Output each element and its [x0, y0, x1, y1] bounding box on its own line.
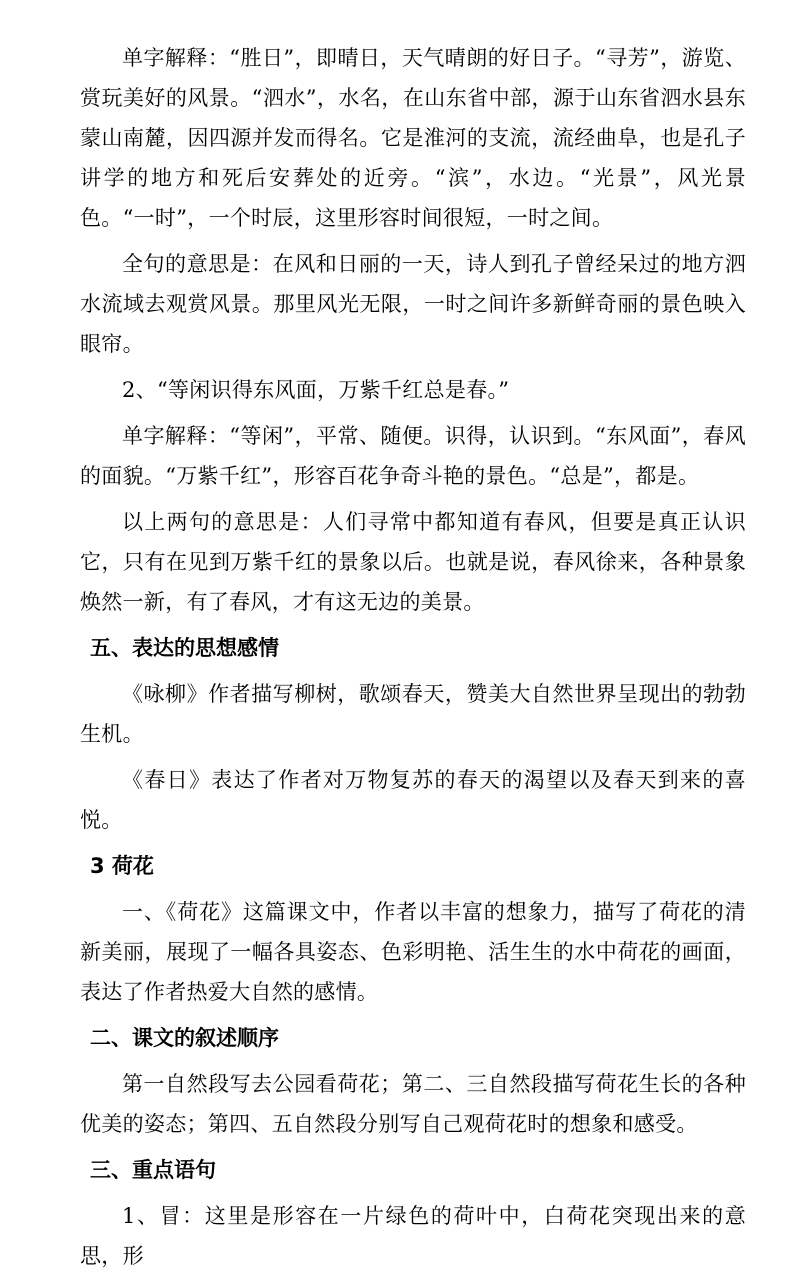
body-paragraph: 第一自然段写去公园看荷花；第二、三自然段描写荷花生长的各种优美的姿态；第四、五自然段分别写自己观荷花时的想象和感受。 — [80, 1072, 746, 1136]
section-heading: 三、重点语句 — [90, 1158, 216, 1182]
lesson-title: 3 荷花 — [90, 854, 154, 878]
body-paragraph: 以上两句的意思是：人们寻常中都知道有春风，但要是真正认识它，只有在见到万紫千红的景象以后。也就是说，春风徐来，各种景象焕然一新，有了春风，才有这无边的美景。 — [80, 510, 746, 614]
body-paragraph: 单字解释：“胜日”，即晴日，天气晴朗的好日子。“寻芳”，游览、赏玩美好的风景。“泗水”，水名，在山东省中部，源于山东省泗水县东蒙山南麓，因四源并发而得名。它是淮河的支流，流经曲阜，也是孔子讲学的地方和死后安葬处的近旁。“滨”，水边。“光景”，风光景色。“一时”，一个时辰，这里形容时间很短，一时之间。 — [80, 46, 746, 230]
body-paragraph: 《咏柳》作者描写柳树，歌颂春天，赞美大自然世界呈现出的勃勃生机。 — [80, 682, 746, 746]
body-paragraph: 单字解释：“等闲”，平常、随便。识得，认识到。“东风面”，春风的面貌。“万紫千红”，形容百花争奇斗艳的景色。“总是”，都是。 — [80, 424, 746, 488]
body-paragraph: 一、《荷花》这篇课文中，作者以丰富的想象力，描写了荷花的清新美丽，展现了一幅各具姿态、色彩明艳、活生生的水中荷花的画面，表达了作者热爱大自然的感情。 — [80, 900, 746, 1004]
body-paragraph: 1、冒：这里是形容在一片绿色的荷叶中，白荷花突现出来的意思，形 — [80, 1204, 746, 1268]
body-paragraph: 全句的意思是：在风和日丽的一天，诗人到孔子曾经呆过的地方泗水流域去观赏风景。那里风光无限，一时之间许多新鲜奇丽的景色映入眼帘。 — [80, 252, 746, 356]
section-heading: 五、表达的思想感情 — [90, 636, 279, 660]
section-heading: 二、课文的叙述顺序 — [90, 1026, 279, 1050]
body-paragraph: 《春日》表达了作者对万物复苏的春天的渴望以及春天到来的喜悦。 — [80, 768, 746, 832]
body-paragraph: 2、“等闲识得东风面，万紫千红总是春。” — [122, 378, 510, 402]
